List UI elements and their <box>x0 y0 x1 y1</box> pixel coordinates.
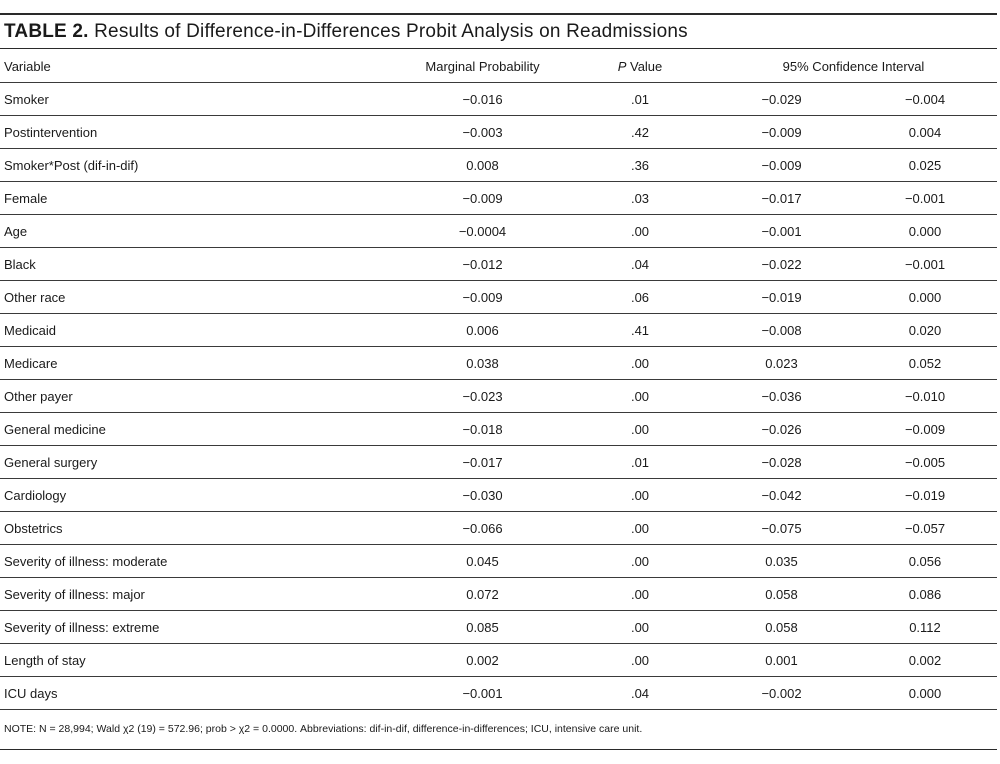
cell-ci-lower: −0.009 <box>710 116 853 149</box>
cell-variable: Other payer <box>0 380 395 413</box>
table-row <box>0 677 997 710</box>
cell-p-value: .00 <box>570 215 710 248</box>
cell-ci-lower: −0.008 <box>710 314 853 347</box>
table-title <box>4 20 688 44</box>
cell-ci-upper: 0.052 <box>853 347 997 380</box>
bottom-rule <box>0 749 997 750</box>
table-row <box>0 545 997 578</box>
table-row <box>0 215 997 248</box>
cell-p-value: .00 <box>570 479 710 512</box>
cell-p-value: .06 <box>570 281 710 314</box>
header-confidence-interval: 95% Confidence Interval <box>710 50 997 83</box>
cell-marginal-probability: −0.003 <box>395 116 570 149</box>
table-row <box>0 644 997 677</box>
cell-ci-upper: 0.004 <box>853 116 997 149</box>
cell-variable: General medicine <box>0 413 395 446</box>
cell-ci-lower: −0.075 <box>710 512 853 545</box>
cell-variable: Severity of illness: extreme <box>0 611 395 644</box>
title-rule <box>0 48 997 49</box>
cell-ci-lower: −0.042 <box>710 479 853 512</box>
cell-variable: Black <box>0 248 395 281</box>
cell-variable: Other race <box>0 281 395 314</box>
cell-variable: Smoker*Post (dif-in-dif) <box>0 149 395 182</box>
cell-p-value: .01 <box>570 446 710 479</box>
cell-p-value: .41 <box>570 314 710 347</box>
cell-ci-upper: 0.056 <box>853 545 997 578</box>
table-row <box>0 380 997 413</box>
header-p-rest: Value <box>626 58 663 74</box>
cell-ci-upper: 0.020 <box>853 314 997 347</box>
cell-ci-lower: 0.023 <box>710 347 853 380</box>
cell-p-value: .00 <box>570 545 710 578</box>
cell-marginal-probability: −0.016 <box>395 83 570 116</box>
cell-marginal-probability: 0.006 <box>395 314 570 347</box>
cell-ci-upper: 0.112 <box>853 611 997 644</box>
table-row <box>0 182 997 215</box>
cell-ci-upper: −0.019 <box>853 479 997 512</box>
cell-ci-upper: 0.025 <box>853 149 997 182</box>
header-p-value <box>570 50 710 83</box>
cell-variable: Obstetrics <box>0 512 395 545</box>
cell-p-value: .00 <box>570 512 710 545</box>
table-row <box>0 413 997 446</box>
cell-p-value: .04 <box>570 677 710 710</box>
cell-p-value: .00 <box>570 611 710 644</box>
cell-ci-lower: −0.022 <box>710 248 853 281</box>
table-row <box>0 479 997 512</box>
cell-ci-lower: −0.017 <box>710 182 853 215</box>
header-variable: Variable <box>0 50 395 83</box>
cell-variable: Cardiology <box>0 479 395 512</box>
cell-ci-lower: −0.029 <box>710 83 853 116</box>
cell-variable: Severity of illness: major <box>0 578 395 611</box>
cell-marginal-probability: −0.0004 <box>395 215 570 248</box>
cell-p-value: .36 <box>570 149 710 182</box>
table-body <box>0 83 997 710</box>
table-row <box>0 512 997 545</box>
cell-variable: Smoker <box>0 83 395 116</box>
cell-marginal-probability: −0.018 <box>395 413 570 446</box>
cell-variable: Length of stay <box>0 644 395 677</box>
cell-p-value: .03 <box>570 182 710 215</box>
cell-marginal-probability: 0.002 <box>395 644 570 677</box>
table-row <box>0 83 997 116</box>
cell-p-value: .00 <box>570 578 710 611</box>
cell-ci-lower: −0.019 <box>710 281 853 314</box>
cell-p-value: .00 <box>570 380 710 413</box>
table-row <box>0 149 997 182</box>
cell-marginal-probability: −0.017 <box>395 446 570 479</box>
cell-ci-upper: 0.000 <box>853 281 997 314</box>
cell-p-value: .42 <box>570 116 710 149</box>
header-marginal-probability: Marginal Probability <box>395 50 570 83</box>
cell-variable: Medicare <box>0 347 395 380</box>
cell-ci-lower: −0.009 <box>710 149 853 182</box>
table-row <box>0 281 997 314</box>
cell-variable: General surgery <box>0 446 395 479</box>
cell-marginal-probability: −0.066 <box>395 512 570 545</box>
cell-ci-upper: −0.004 <box>853 83 997 116</box>
cell-p-value: .00 <box>570 347 710 380</box>
cell-ci-upper: 0.000 <box>853 677 997 710</box>
cell-marginal-probability: −0.009 <box>395 182 570 215</box>
cell-ci-upper: −0.009 <box>853 413 997 446</box>
table-row <box>0 248 997 281</box>
header-row <box>0 50 997 83</box>
cell-marginal-probability: −0.012 <box>395 248 570 281</box>
table-row <box>0 578 997 611</box>
results-table <box>0 50 997 710</box>
cell-ci-upper: −0.001 <box>853 182 997 215</box>
cell-marginal-probability: 0.045 <box>395 545 570 578</box>
cell-marginal-probability: 0.008 <box>395 149 570 182</box>
cell-ci-upper: −0.010 <box>853 380 997 413</box>
header-p-italic: P <box>617 58 627 74</box>
cell-ci-upper: 0.000 <box>853 215 997 248</box>
cell-variable: Medicaid <box>0 314 395 347</box>
table-row <box>0 446 997 479</box>
cell-ci-lower: 0.058 <box>710 578 853 611</box>
cell-variable: Age <box>0 215 395 248</box>
table-row <box>0 116 997 149</box>
top-rule <box>0 13 997 15</box>
cell-ci-upper: −0.057 <box>853 512 997 545</box>
cell-variable: Female <box>0 182 395 215</box>
cell-marginal-probability: 0.038 <box>395 347 570 380</box>
cell-ci-lower: −0.001 <box>710 215 853 248</box>
cell-ci-lower: −0.028 <box>710 446 853 479</box>
table-note: NOTE: N = 28,994; Wald χ2 (19) = 572.96; prob > χ2 = 0.0000. Abbreviations: dif-in-dif, difference-in-differences; ICU, intensive care unit. <box>4 723 643 735</box>
cell-p-value: .00 <box>570 644 710 677</box>
cell-marginal-probability: −0.023 <box>395 380 570 413</box>
cell-marginal-probability: −0.009 <box>395 281 570 314</box>
cell-variable: Severity of illness: moderate <box>0 545 395 578</box>
cell-ci-lower: 0.001 <box>710 644 853 677</box>
table-row <box>0 347 997 380</box>
cell-variable: ICU days <box>0 677 395 710</box>
cell-marginal-probability: 0.085 <box>395 611 570 644</box>
cell-ci-lower: 0.035 <box>710 545 853 578</box>
cell-ci-upper: 0.002 <box>853 644 997 677</box>
cell-ci-upper: −0.001 <box>853 248 997 281</box>
cell-ci-lower: −0.002 <box>710 677 853 710</box>
cell-p-value: .01 <box>570 83 710 116</box>
table-row <box>0 611 997 644</box>
cell-ci-lower: −0.036 <box>710 380 853 413</box>
cell-ci-upper: −0.005 <box>853 446 997 479</box>
cell-p-value: .04 <box>570 248 710 281</box>
table-caption: Results of Difference-in-Differences Probit Analysis on Readmissions <box>94 21 688 42</box>
cell-p-value: .00 <box>570 413 710 446</box>
cell-ci-lower: 0.058 <box>710 611 853 644</box>
cell-ci-upper: 0.086 <box>853 578 997 611</box>
cell-ci-lower: −0.026 <box>710 413 853 446</box>
cell-marginal-probability: 0.072 <box>395 578 570 611</box>
table-label: TABLE 2. <box>4 21 89 42</box>
cell-variable: Postintervention <box>0 116 395 149</box>
table-row <box>0 314 997 347</box>
cell-marginal-probability: −0.001 <box>395 677 570 710</box>
cell-marginal-probability: −0.030 <box>395 479 570 512</box>
